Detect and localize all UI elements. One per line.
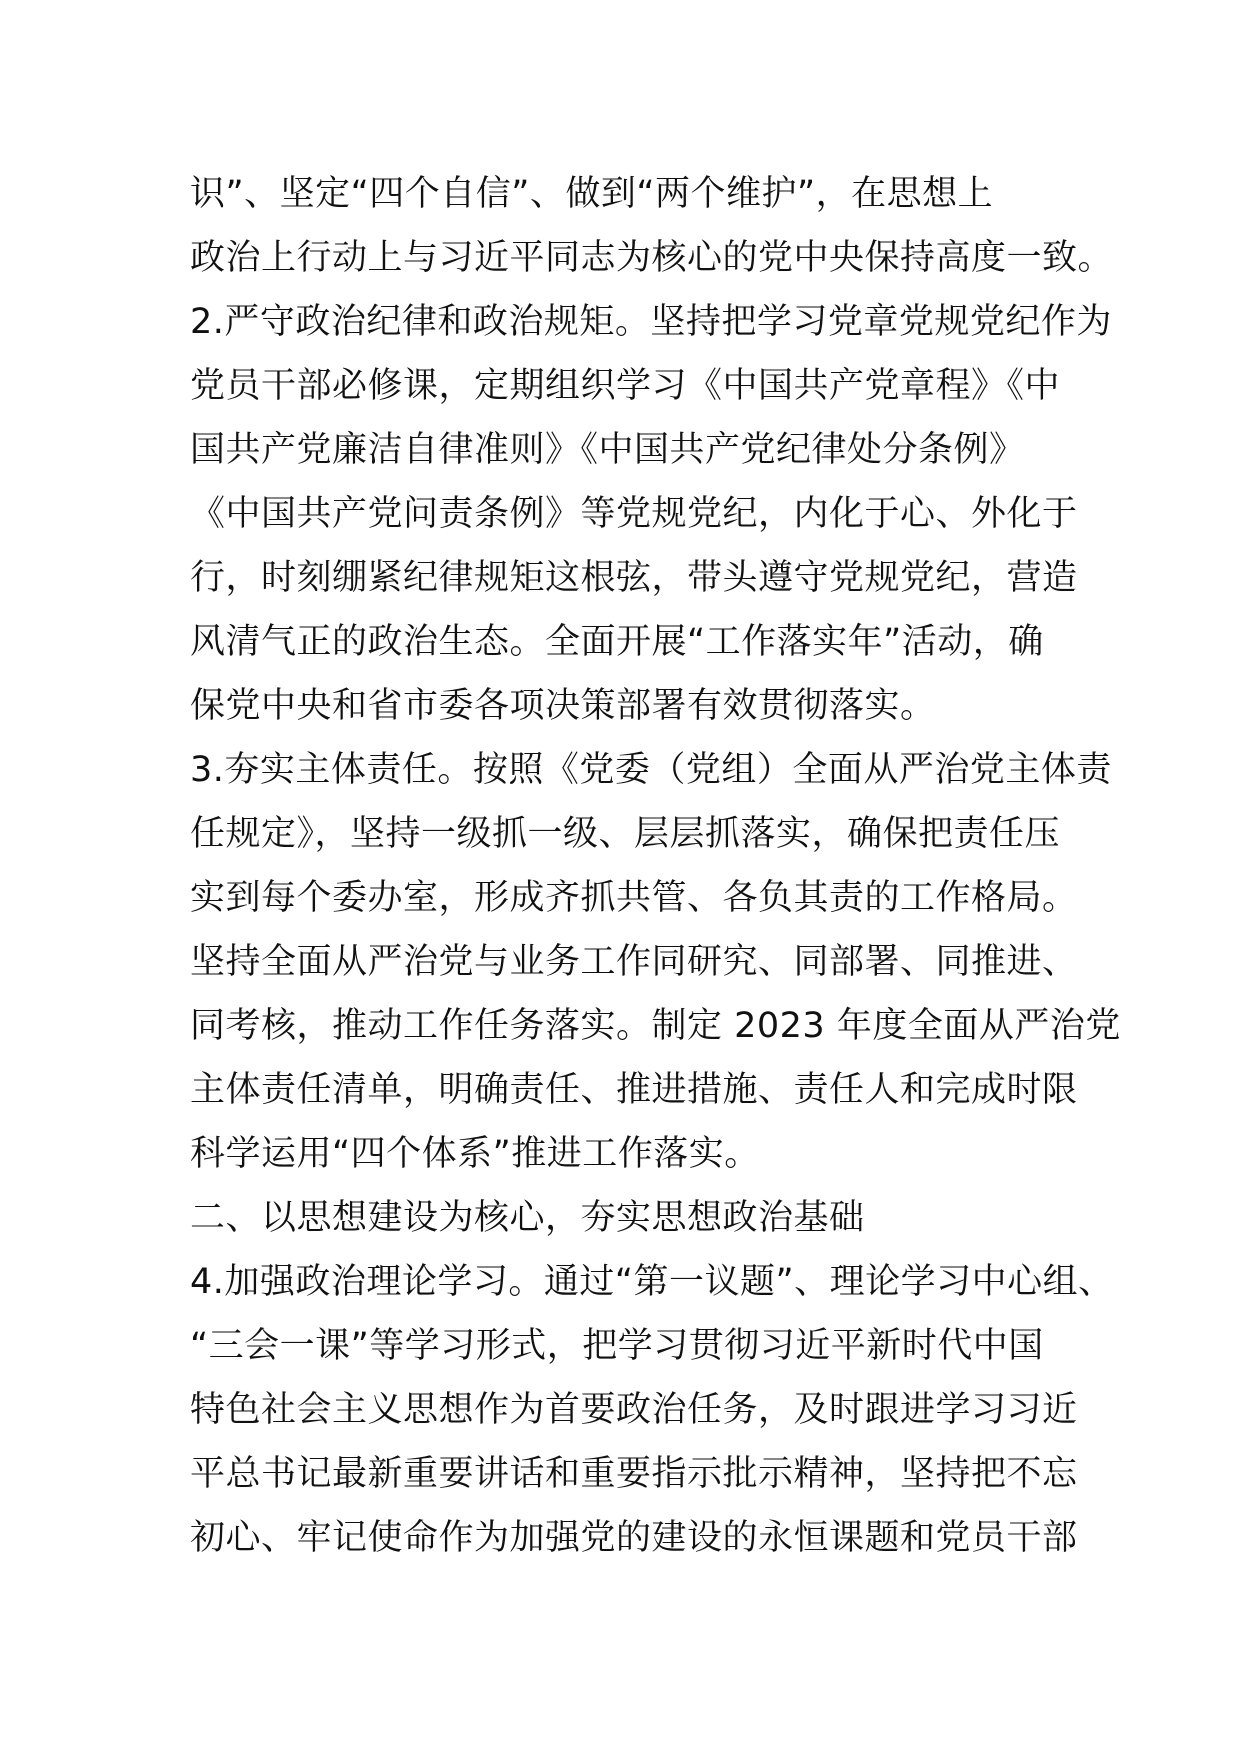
text-line: 4.加强政治理论学习。通过“第一议题”、理论学习中心组、 <box>190 1262 1114 1302</box>
text-line: 识”、坚定“四个自信”、做到“两个维护”，在思想上 <box>190 174 994 214</box>
text-line: 风清气正的政治生态。全面开展“工作落实年”活动，确 <box>190 622 1044 662</box>
text-line: 实到每个委办室，形成齐抓共管、各负其责的工作格局。 <box>190 878 1078 918</box>
text-line: 国共产党廉洁自律准则》《中国共产党纪律处分条例》 <box>190 430 1025 470</box>
body-text <box>190 162 1121 1570</box>
text-line: 保党中央和省市委各项决策部署有效贯彻落实。 <box>190 686 936 726</box>
text-line: 特色社会主义思想作为首要政治任务，及时跟进学习习近 <box>190 1390 1078 1430</box>
text-line: 行，时刻绷紧纪律规矩这根弦，带头遵守党规党纪，营造 <box>190 558 1078 598</box>
text-line: 主体责任清单，明确责任、推进措施、责任人和完成时限 <box>190 1070 1078 1110</box>
text-line: 3.夯实主体责任。按照《党委（党组）全面从严治党主体责 <box>190 750 1112 790</box>
text-line: 平总书记最新重要讲话和重要指示批示精神，坚持把不忘 <box>190 1454 1078 1494</box>
text-line: 任规定》，坚持一级抓一级、层层抓落实，确保把责任压 <box>190 814 1061 854</box>
text-line: 科学运用“四个体系”推进工作落实。 <box>190 1134 760 1174</box>
text-line: 政治上行动上与习近平同志为核心的党中央保持高度一致。 <box>190 238 1114 278</box>
section-heading: 二、以思想建设为核心，夯实思想政治基础 <box>190 1198 865 1238</box>
text-line: 2.严守政治纪律和政治规矩。坚持把学习党章党规党纪作为 <box>190 302 1112 342</box>
text-line: “三会一课”等学习形式，把学习贯彻习近平新时代中国 <box>190 1326 1044 1366</box>
text-line: 党员干部必修课，定期组织学习《中国共产党章程》《中 <box>190 366 1061 406</box>
text-line: 《中国共产党问责条例》等党规党纪，内化于心、外化于 <box>190 494 1078 534</box>
text-line: 初心、牢记使命作为加强党的建设的永恒课题和党员干部 <box>190 1518 1078 1558</box>
text-line: 同考核，推动工作任务落实。制定 2023 年度全面从严治党 <box>190 1006 1121 1046</box>
text-line: 坚持全面从严治党与业务工作同研究、同部署、同推进、 <box>190 942 1078 982</box>
